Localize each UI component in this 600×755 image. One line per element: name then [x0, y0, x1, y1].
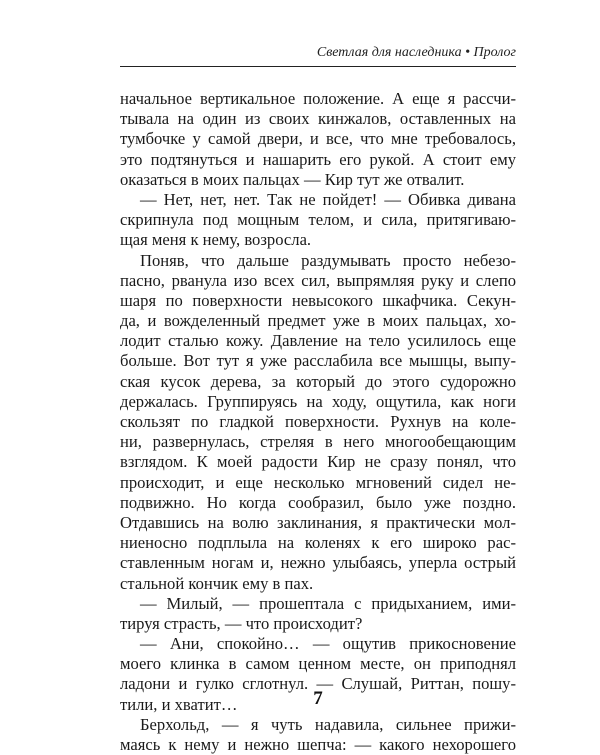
- text-line: моего клинка в самом ценном месте, он приподнял: [120, 654, 516, 674]
- text-line: это подтянуться и нашарить его рукой. А стоит ему: [120, 149, 516, 169]
- text-line: ладони и гулко сглотнул. — Слушай, Риттан, пошу-: [120, 674, 516, 694]
- text-line: — Ани, спокойно… — ощутив прикосновение: [140, 634, 516, 654]
- text-line: скрипнула под мощным телом, и сила, притягиваю-: [120, 210, 516, 230]
- text-line: да, и вожделенный предмет уже в моих пальцах, хо-: [120, 311, 516, 331]
- text-line: маясь к нему и нежно шепча: — какого нехорошего: [120, 735, 516, 754]
- text-line: тумбочке у самой двери, и все, что мне требовалось,: [120, 129, 516, 149]
- text-line: лодит сталью кожу. Давление на тело усилилось еще: [120, 331, 516, 351]
- text-line: держалась. Группируясь на ходу, ощутила, как ноги: [120, 391, 516, 411]
- text-line: — Милый, — прошептала с придыханием, ими-: [140, 593, 516, 613]
- text-line: Поняв, что дальше раздумывать просто небезо-: [140, 250, 516, 270]
- text-line: тируя страсть, — что происходит?: [120, 613, 363, 633]
- body-text: [120, 89, 516, 755]
- text-line: происходит, и еще несколько мгновений сидел не-: [120, 472, 516, 492]
- text-line: щая меня к нему, возросла.: [120, 230, 312, 250]
- text-line: Берхольд, — я чуть надавила, сильнее прижи-: [140, 714, 516, 734]
- text-line: пасно, рванула изо всех сил, выпрямляя руку и слепо: [120, 270, 516, 290]
- text-line: ская кусок дерева, за который до этого судорожно: [120, 371, 516, 391]
- text-line: подвижно. Но когда сообразил, было уже поздно.: [120, 492, 516, 512]
- text-line: ни, развернулась, стреляя в него многообещающим: [120, 432, 516, 452]
- page-number: 7: [313, 688, 323, 709]
- header-rule: [120, 66, 516, 67]
- text-line: — Нет, нет, нет. Так не пойдет! — Обивка дивана: [140, 189, 516, 209]
- text-line: начальное вертикальное положение. А еще я рассчи-: [120, 89, 516, 108]
- text-line: стальной кончик ему в пах.: [120, 573, 314, 593]
- text-line: шаря по поверхности невысокого шкафчика. Секун-: [120, 290, 516, 310]
- text-line: тывала на один из своих кинжалов, оставленных на: [120, 109, 516, 129]
- text-line: ставленным ногам и, нежно улыбаясь, уперла острый: [120, 553, 516, 573]
- text-line: тили, и хватит…: [120, 694, 238, 714]
- running-header: Светлая для наследника • Пролог: [316, 45, 516, 60]
- text-line: оказаться в моих пальцах — Кир тут же отвалит.: [120, 169, 465, 189]
- text-line: взглядом. К моей радости Кир не сразу понял, что: [120, 452, 516, 472]
- text-line: больше. Вот тут я уже расслабила все мышцы, выпу-: [120, 351, 516, 371]
- text-line: ниеносно подплыла на коленях к его широко рас-: [120, 533, 516, 553]
- text-line: скользят по гладкой поверхности. Рухнув на коле-: [120, 412, 516, 431]
- text-line: Отдавшись на волю заклинания, я практически мол-: [120, 512, 516, 532]
